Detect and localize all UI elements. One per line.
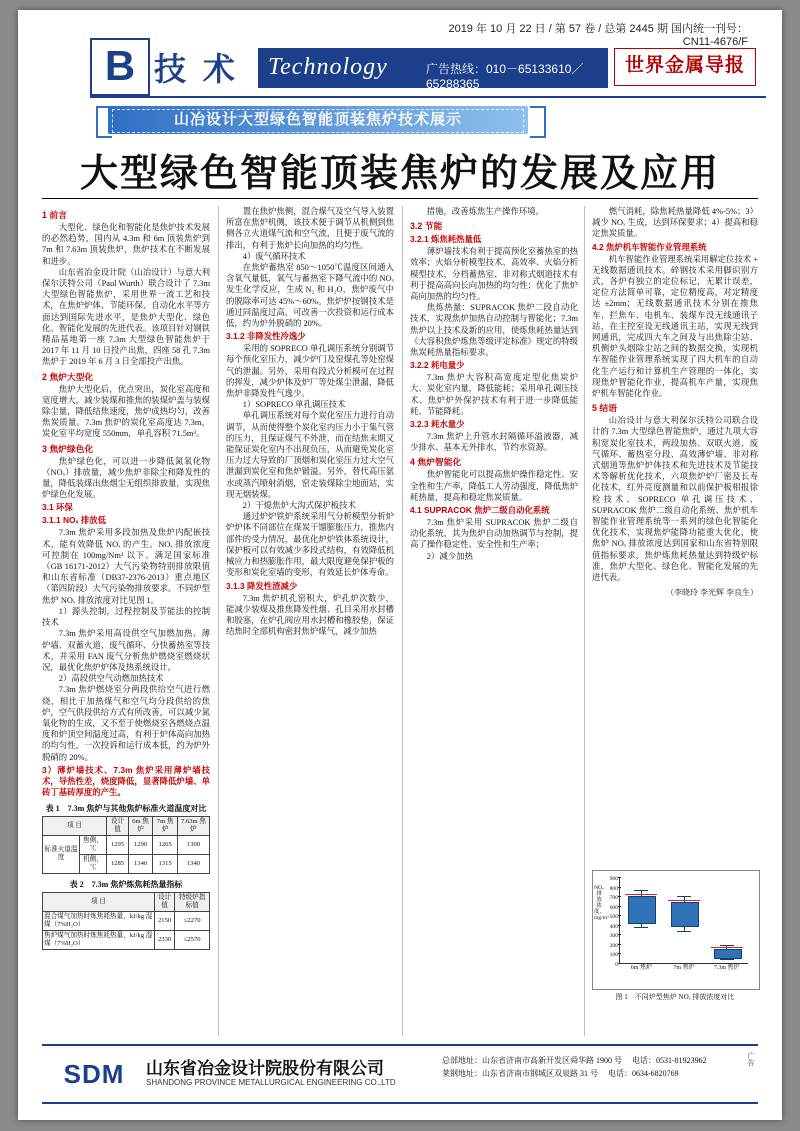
paragraph: 单孔调压系统对每个炭化室压力进行自动调节，从而使得整个炭化室内压力小于集气管的压力，且保证煤气不外泄，而在结焦末期又能保证炭化室内不出现负压，从而避免炭化室压力过大导致的厂顶烟和炭化室压力过大空气泄漏到炭化室和焦炉锻溢。另外，替代高压氨水或蒸汽喷射消烟，窑走装煤除尘地面站，实现无烟装煤。 [226, 411, 394, 499]
masthead-rule [90, 96, 766, 98]
table-1-head-1: 设计值 [107, 816, 129, 835]
chart-y-tick: 300 [596, 931, 618, 942]
table-row [43, 835, 210, 854]
chart-y-tick: 600 [596, 903, 618, 914]
table-2-head-1: 设计值 [154, 893, 174, 912]
masthead [18, 10, 782, 98]
newspaper-page [18, 10, 782, 1120]
column-divider-2 [402, 206, 403, 1036]
byline: （李晓玲 李光辉 李良生） [666, 588, 758, 598]
chart-box [628, 896, 656, 924]
table-2-r0-c2: ≤2270 [175, 912, 210, 931]
paragraph: 1）源头控制，过程控制及节能法的控制技术 [42, 606, 210, 628]
company-logo: SDM [63, 1059, 125, 1089]
chart-limit-line [668, 900, 700, 901]
table-row [43, 931, 210, 950]
tel1: 0531-81923962 [656, 1056, 707, 1065]
chart-whisker-cap [634, 890, 648, 891]
table-1-r1-c1: 机侧，℃ [80, 854, 107, 873]
paragraph: 2）高段供空气动燃加热技术 [58, 674, 164, 684]
table-1-r1-c4: 1315 [153, 854, 178, 873]
chart-box [714, 949, 742, 960]
table-row [43, 816, 210, 835]
company-contact [442, 1054, 707, 1080]
table-1-r0-c3: 1290 [128, 835, 153, 854]
chart-whisker-cap [677, 896, 691, 897]
paragraph: 采用的 SOPRECO 单孔调压系统分别调节每个预化室压力，减少炉门及窑煤孔等处窑煤气的泄漏。另外，采用有段式分析模可在过程的挥发，减少炉体及炉厂等处煤尘泄漏，降低焦炉非降发性气逸少。 [226, 344, 394, 399]
paragraph: 通过炉炉铁炉系统采用气分析模型分析炉炉炉体不同部位在煤炭干馏膨胀压力，推焦内部件的受力情况，最优化炉炉铁体系统设计，保护板可以有效减少多段式结构，有效降低机械应力和热膨胀作用，最大限度避免保护板的变形和炭化室墙的变形，有效延长炉体寿命。 [226, 512, 394, 578]
chart-limit-line [625, 894, 657, 895]
company-name-en: SHANDONG PROVINCE METALLURGICAL ENGINEERING CO.,LTD [146, 1078, 396, 1087]
paragraph: 7.3m 焦炉大容积高宽度定型化焦炭炉大、炭化室内量，降低能耗；采用单孔调压技术、焦炉炉外保护技术有利于进一步降低能耗、节能降耗。 [410, 373, 578, 416]
headline-rule [42, 198, 758, 199]
column-3 [410, 206, 578, 1036]
paragraph: 机车智能作业管理系统采用解定位技术 + 无线数据通讯技术。碎钢技术采用脚识别方式，各炉有独立的定位标记，无累计误差，定位方法简单可靠，定位精度高，对定精度达 ±2mm；无线数据通讯技术分别在推焦车、拦焦车、电机车、装煤车没无线通讯子站，在主控室设无线通讯主站，实现无线到网通讯，完成四大车之间及与出焦除尘站、机侧炉头烟除尘站之间的数据交换，实现机车智能作业管理系统实现了四大机车的自动化生产运行和计算机生产管理的一体化，实现焦炉智能化作业，提高机车产量，实现焦炉机车智能化作业。 [592, 254, 758, 399]
chart-x-tick: 7.3m 焦炉 [713, 964, 740, 971]
nox-chart [592, 870, 760, 990]
paragraph: 薄炉墙技术有利于提高预化室蓄热室的热效率；火焰分析模型技术、高效率、火焰分析模型技术，分档蓄热室、非对称式烟道技术有利于提高高向长向加热的均匀性；优化了焦炉高向加热的均匀性。 [410, 247, 578, 302]
banner-label: 山冶设计大型绿色智能顶装焦炉技术展示 [173, 111, 462, 128]
table-2-head-2: 特级炉指标值 [175, 893, 210, 912]
chart-y-tick: 700 [596, 893, 618, 904]
section-heading: 5 结语 [592, 403, 617, 414]
section-heading: 3.2 节能 [410, 221, 443, 232]
chart-whisker-cap [720, 959, 734, 960]
paragraph: 1）SOPRECO 单孔调压技术 [242, 400, 346, 410]
series-banner [108, 106, 528, 134]
chart-whisker-cap [677, 931, 691, 932]
chart-x-tick: 7m 焦炉 [673, 964, 695, 971]
sub-heading: 3.2.3 耗水量少 [410, 419, 465, 430]
section-heading: 3 焦炉绿色化 [42, 443, 94, 454]
chart-plot-area [609, 876, 748, 971]
paragraph: 2）干熄焦炉大沟式保护板技术 [242, 501, 356, 511]
section-name: 技 术 [154, 51, 239, 87]
paragraph: 燃气消耗，除焦耗热量降低 4%-5%；3）减少 NOₓ 生成，达到环保要求；4）提高和稳定焦炭质量。 [592, 207, 758, 239]
sub-heading: 3.2.1 炼焦耗热量低 [410, 234, 482, 245]
chart-y-tick: 500 [596, 912, 618, 923]
chart-whisker-cap [720, 945, 734, 946]
column-divider-1 [218, 206, 219, 1036]
table-1-head-0: 项 目 [43, 816, 107, 835]
paragraph: 7.3m 焦炉采用多段加热及焦炉内配嵌技术，能有效降低 NOₓ 的产生。NOₓ 排放浓度可控制在 100mg/Nm³ 以下。满足国家标准（GB 16171-2012）大气污染物特别排放限值和山东省标准（DB37-2376-2013）重点地区（第四阶段）大气污染物排放要求。不同炉型焦炉 NOₓ 排放浓度对比见图 1。 [42, 528, 210, 605]
sub-heading: 3.1.1 NOₓ 排放低 [42, 515, 107, 526]
article-columns [42, 206, 758, 1036]
table-1-caption: 表 1 7.3m 焦炉与其他焦炉标准火道温度对比 [45, 803, 207, 813]
technology-bar [258, 48, 608, 91]
paragraph: 7.3m 焦炉上升管水封隔循环溢液器，减少排水、基本无外排水，节约水资源。 [410, 432, 578, 453]
table-2-head-0: 项 目 [43, 893, 155, 912]
company-name-cn: 山东省冶金设计院股份有限公司 [146, 1059, 384, 1078]
chart-ylabel: NOₓ 排放浓度，mg/m³ [594, 885, 609, 921]
table-2-caption: 表 2 7.3m 焦炉炼焦耗热量指标 [69, 879, 183, 889]
column-1-body [42, 209, 210, 798]
section-heading: 1 前言 [42, 210, 67, 220]
table-1-head-4: 7.63m 焦炉 [177, 816, 209, 835]
paragraph: 4）废气循环技术 [242, 251, 306, 261]
addr2: 山东省济南市钢城区双泉路 31 号 [482, 1069, 598, 1078]
sub-heading: 4.2 焦炉机车智能作业管理系统 [592, 241, 707, 252]
chart-y-tick: 800 [596, 884, 618, 895]
tel1-label: 电话： [632, 1056, 656, 1065]
section-letter: B [90, 38, 150, 96]
chart-y-tick: 0 [596, 960, 618, 971]
table-2-r1-c0: 焦炉煤气加热时炼焦耗热量，kJ/kg 湿煤（7%H₂O） [43, 931, 155, 950]
addr1: 山东省济南市高新开发区舜华路 1900 号 [482, 1056, 622, 1065]
table-2-r0-c0: 混合煤气加热时炼焦耗热量，kJ/kg 湿煤（7%H₂O） [43, 912, 155, 931]
column-4 [592, 206, 758, 1036]
paragraph: 焦炉绿色化，可以进一步降低氮氧化物（NOₓ）排放量，减少焦炉非除尘和降发性的量，降低装煤出焦烟尘无组织排放量，实现焦炉绿色化发展。 [42, 456, 210, 500]
paper-logo: 世界金属导报 [614, 48, 756, 86]
table-1-r1-c3: 1340 [128, 854, 153, 873]
paragraph: 焦炉智能化可以提高焦炉操作稳定性、安全性和生产率，降低工人劳动强度，降低焦炉耗热量，提高和稳定焦炭质量。 [410, 470, 578, 502]
table-1-r1-c2: 1285 [107, 854, 129, 873]
paragraph: 7.3m 焦炉采用 SUPRACOK 焦炉二级自动化系统，其为焦炉自动加热调节与控制，提高了操作稳定性、安全性和生产率； [410, 518, 578, 550]
chart-y-tick: 900 [596, 874, 618, 885]
table-row [43, 912, 210, 931]
paragraph: 置在焦炉焦侧，混合煤气及空气导入装置所富在焦炉机侧，该技术便于调节从机侧到焦侧各立火道煤气流和空气流，且便于废气流的排出，有利于焦炉长向加热的均匀性。 [226, 207, 394, 250]
sub-heading: 3.2.2 耗电量少 [410, 360, 465, 371]
chart-box [671, 902, 699, 927]
sub-heading: 3.1 环保 [42, 502, 73, 513]
table-1-r0-c0: 标准火道温度 [43, 835, 80, 873]
sub-heading: 4.1 SUPRACOK 焦炉二级自动化系统 [410, 505, 550, 516]
table-1 [42, 816, 210, 874]
paragraph: 7.3m 焦炉燃烧室分两段供给空气进行燃烧，相比于加热煤气和空气均分段供给的焦炉，空气供段供给方式有所改善，可以减少氮氧化物的生成，又不至于使燃烧室各燃烧点温度和炉顶空间温度过高，有利于炉体高向加热的均匀性，一次投诉和运行成本低，约为炉外脱硝的 20%。 [42, 685, 210, 762]
page-title: 大型绿色智能顶装焦炉的发展及应用 [79, 153, 720, 195]
table-2-r1-c2: ≤2570 [175, 931, 210, 950]
paragraph: 7.3m 焦炉机孔窑积大，炉孔炉次数少，能减少装煤及推焦降发性烟、孔目采用水封槽和胶塞，在炉孔阀应用水封槽和橡胶垫，保证结焦时全部机构密封焦炉煤气，减少加热 [226, 593, 394, 637]
tel2-label: 电话： [608, 1069, 632, 1078]
section-heading: 2 焦炉大型化 [42, 371, 94, 382]
table-2 [42, 892, 210, 950]
chart-limit-line [711, 947, 743, 948]
table-1-head-2: 6m 焦炉 [128, 816, 153, 835]
paragraph: 大型化、绿色化和智能化是焦炉技术发展的必然趋势，国内从 4.3m 和 6m 顶装焦炉到 7m 和 7.63m 顶装焦炉，焦炉技术在不断发展和进步。 [42, 223, 210, 266]
chart-x-tick: 6m 焦炉 [630, 964, 652, 971]
sub-heading: 3）薄炉墙技术、7.3m 焦炉采用薄炉墙技术，导热性差，烧度降低，显著降低炉墙、单砖丁基砖厚度的产生。 [42, 764, 210, 797]
issue-line: 2019 年 10 月 22 日 / 第 57 卷 / 总第 2445 期 国内统一刊号：CN11-4676/F [448, 23, 748, 48]
paragraph: 山冶设计与意大利保尔沃特公司联合设计的 7.3m 大型绿色智能焦炉，通过九项大容积宽炭化室技术，两段加热、双联火道、废气循环、蓄热室分段、高效薄炉墙、非对称式烟道等焦炉炉体技术和先进技术及节能技术等解析优化技术，六项焦炉炉厂密及长寿化技术，红外亮度测量和以前保护板相报徐检技术、SOPRECO 单孔调压技术、SUPRACOK 焦炉二级自动化系统、焦炉机车智能作业管理系统等一系列的绿色化智能化优化技术，实现焦炉能降功能重大优化，使焦炉 NOₓ 排放浓度达到国家和山东省特别限值指标要求，焦炉炼焦耗热量达到特级炉标准，焦炉大型化、绿色化、智能化发展的先进代表。 [592, 416, 758, 583]
table-1-head-3: 7m 焦炉 [153, 816, 178, 835]
table-1-r0-c4: 1265 [153, 835, 178, 854]
column-2 [226, 206, 394, 1036]
tel2: 0634-6820769 [632, 1069, 679, 1078]
sub-heading: 3.1.2 非降发性冷逸少 [226, 331, 306, 342]
paragraph: 焦炉大型化后，优点突出，炭化室高度和宽度增大，减少装煤和推焦的装煤炉盖与装煤除尘量，降低结焦速度，焦炉成热均匀，改善焦炭质量。7.3m 焦炉的炭化室高度达 7.3m，炭化室平均宽度 550mm，单孔容积 71.5m³。 [42, 384, 210, 439]
banner-cap-right [530, 106, 546, 138]
table-1-r1-c5: 1340 [177, 854, 209, 873]
table-1-r0-c5: 1300 [177, 835, 209, 854]
sub-heading: 3.1.3 降发性渣减少 [226, 580, 298, 591]
table-row [43, 893, 210, 912]
table-2-r0-c1: 2150 [154, 912, 174, 931]
paragraph: 在焦炉蓄热室 850～1050℃温度区间通入含氧气量低，氧气与蓄热室下降气流中的 NOₓ 发生化学反应，生成 N₂ 和 H₂O，焦炉废气中的脱除率可达 45%～60%。焦炉炉按钢技术是通过同温度过高，可改善一次投资和运行成本低，约为炉外脱硝的 20%。 [226, 263, 394, 329]
paragraph: 山东省冶金设计院（山冶设计）与意大利保尔沃特公司（Paul Wurth）联合设计了 7.3m 大型绿色智能焦炉，采用世界一流工艺和技术，在焦炉炉体、节能环保、自动化水平等方面达到国际先进水平，是焦炉大型化、绿色化、智能化发展的先进代表。该项目针对钢铁精品基地第一座 7.3m 大型绿色智能焦炉于 2017 年 11 月 10 日投产出焦，四座 58 孔 7.3m 焦炉于 2019 年 6 月 3 日全部投产出焦。 [42, 267, 210, 367]
table-1-r0-c1: 焦侧，℃ [80, 835, 107, 854]
addr1-label: 总部地址： [442, 1056, 482, 1065]
footer-ad [42, 1044, 758, 1104]
paragraph: 7.3m 焦炉采用高设供空气加燃加热、薄炉墙、双蓄火道、废气循环、分快蓄热室等技术，并采用 FAN 废气分析焦炉燃烧室燃烧状况，最优化焦炉炉体及热系统设计。 [42, 629, 210, 672]
chart-y-tick: 400 [596, 922, 618, 933]
column-divider-3 [584, 206, 585, 1036]
figure-1 [592, 870, 758, 1002]
paragraph: 措施，改善炼焦生产操作环境。 [426, 207, 545, 216]
table-2-r1-c1: 2330 [154, 931, 174, 950]
chart-y-tick: 100 [596, 950, 618, 961]
table-1-r0-c2: 1295 [107, 835, 129, 854]
paragraph: 2）减少加热 [426, 551, 473, 561]
figure-1-caption: 图 1 不同炉型焦炉 NOₓ 排放浓度对比 [615, 993, 735, 1001]
ad-hotline: 广告热线：010－65133610／65288365 [426, 62, 584, 91]
addr2-label: 莱钢地址： [442, 1069, 482, 1078]
ad-tag: 广告 [747, 1052, 755, 1066]
chart-y-tick: 200 [596, 941, 618, 952]
chart-whisker-cap [634, 927, 648, 928]
column-1 [42, 206, 210, 1036]
section-name-en: Technology [268, 54, 388, 80]
section-heading: 4 焦炉智能化 [410, 457, 462, 468]
paragraph: 焦炼热量：SUPRACOK 焦炉二段自动化技术，实现焦炉加热自动控制与智能化；7.3m 焦炉以上技术及新的应用，使炼焦耗热量达到《大容积焦炉炼焦等级评定标准》规定的特级焦炭耗热量指标要求。 [410, 303, 578, 358]
